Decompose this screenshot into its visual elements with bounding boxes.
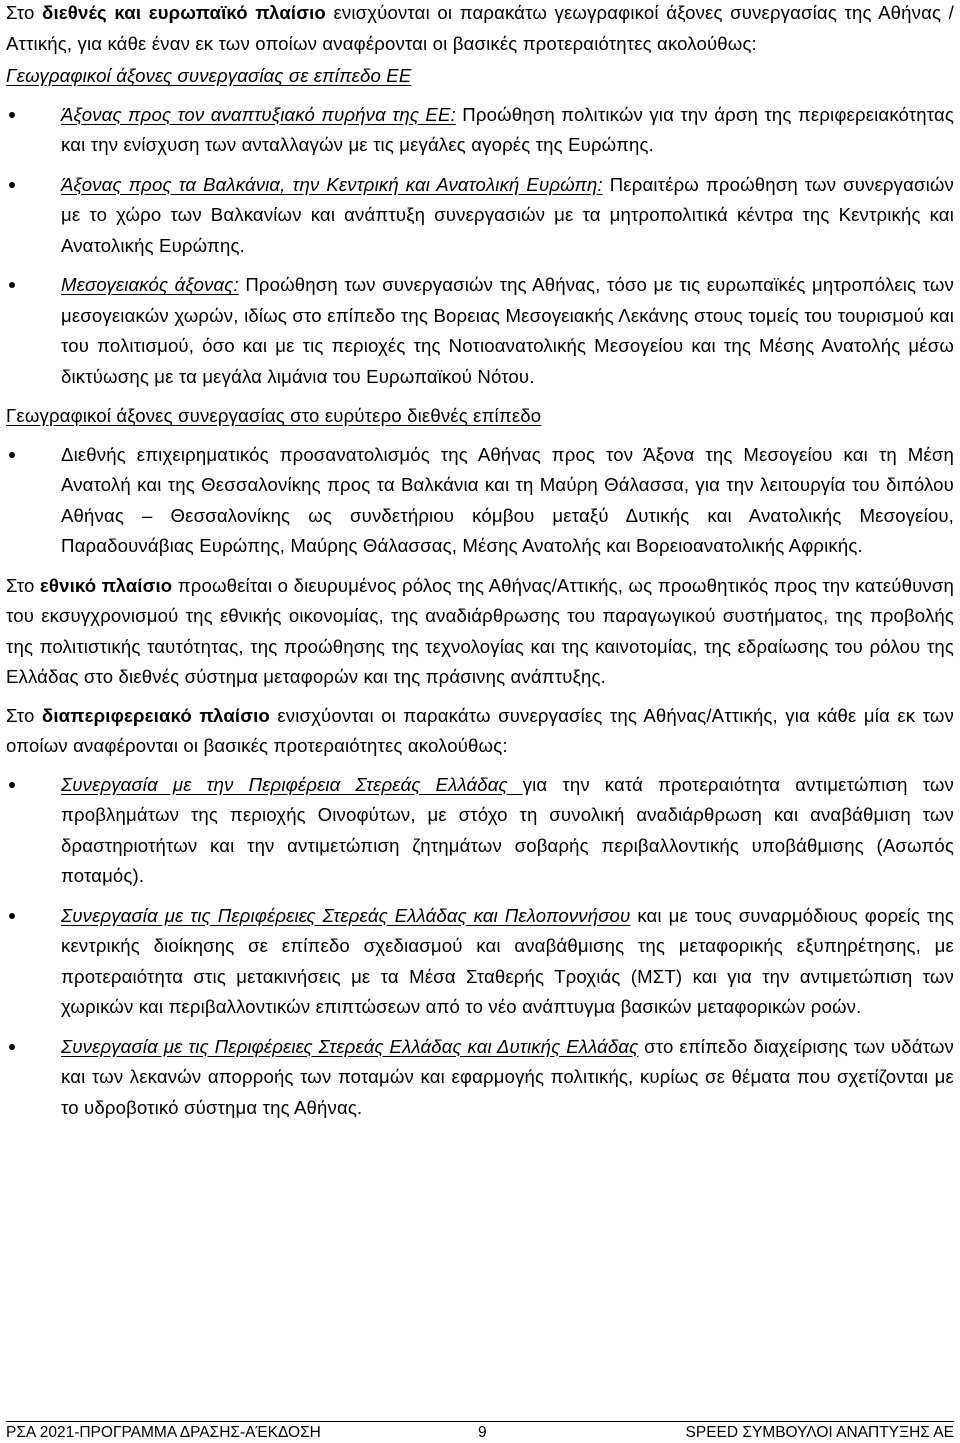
list-item xyxy=(6,770,954,892)
list-item xyxy=(6,901,954,1023)
item-text: Προώθηση των συνεργασιών της Αθήνας, τόσο με τις ευρωπαϊκές μητροπόλεις των μεσογειακών χωρών, ιδίως στο επίπεδο της Βορειας Μεσογειακής Λεκάνης στους τομείς του τουρισμού και του πολιτισμού, όσο και με τις περιοχές της Νοτιοανατολικής Μεσογείου και της Μέσης Ανατολής μέσω δικτύωσης με τα μεγάλα λιμάνια του Ευρωπαϊκού Νότου. xyxy=(61,274,954,387)
bullet-icon xyxy=(9,282,15,288)
item-lead: Μεσογειακός άξονας: xyxy=(61,274,239,295)
intro-pre: Στο xyxy=(6,2,43,23)
item-lead: Συνεργασία με τις Περιφέρειες Στερεάς Ελλάδας και Πελοποννήσου xyxy=(61,904,631,926)
eu-axes-heading: Γεωγραφικοί άξονες συνεργασίας σε επίπεδο ΕΕ xyxy=(6,65,412,86)
page-number: 9 xyxy=(478,1424,487,1441)
national-pre: Στο xyxy=(6,574,40,596)
bullet-icon xyxy=(9,913,15,919)
interregional-post: ενισχύονται οι παρακάτω συνεργασίες της Αθήνας/Αττικής, για κάθε μία εκ των οποίων αναφέρονται οι βασικές προτεραιότητες ακολούθως: xyxy=(6,704,954,756)
item-lead: Συνεργασία με την Περιφέρεια Στερεάς Ελλάδας xyxy=(61,773,523,795)
eu-axes-list xyxy=(6,100,954,393)
list-item xyxy=(6,170,954,262)
bullet-icon xyxy=(9,452,15,458)
interregional-paragraph xyxy=(6,701,954,762)
intro-paragraph xyxy=(6,0,954,59)
bullet-icon xyxy=(9,182,15,188)
list-item xyxy=(6,440,954,562)
bullet-icon xyxy=(9,112,15,118)
item-text: και με τους συναρμόδιους φορείς της κεντρικής διοίκησης σε επίπεδο σχεδιασμού και αναβάθμισης της μεταφορικής εξυπηρέτησης, με προτεραιότητα στις μετακινήσεις με τα Μέσα Σταθερής Τροχιάς (ΜΣΤ) και για την αντιμετώπιση των χωρικών και περιβαλλοντικών επιπτώσεων από το νέο ανάπτυγμα βασικών μεταφορικών ροών. xyxy=(61,904,954,1017)
item-lead: Συνεργασία με τις Περιφέρειες Στερεάς Ελλάδας και Δυτικής Ελλάδας xyxy=(61,1035,639,1057)
list-item xyxy=(6,270,954,392)
item-text: Διεθνής επιχειρηματικός προσανατολισμός της Αθήνας προς τον Άξονα της Μεσογείου και τη Μέση Ανατολή και της Θεσσαλονίκης προς τα Βαλκάνια και τη Μαύρη Θάλασσα, για την λειτουργία του διπόλου Αθήνας – Θεσσαλονίκης ως συνδετήριου κόμβου μεταξύ Δυτικής και Ανατολικής Μεσογείου, Παραδουνάβιας Ευρώπης, Μαύρης Θάλασσας, Μέσης Ανατολής και Βορειοανατολικής Αφρικής. xyxy=(61,443,954,556)
item-lead: Άξονας προς τον αναπτυξιακό πυρήνα της ΕΕ: xyxy=(61,103,456,125)
national-post: προωθείται ο διευρυμένος ρόλος της Αθήνας/Αττικής, ως προωθητικός προς την κατεύθυνση του εκσυγχρονισμού της εθνικής οικονομίας, της αναδιάρθρωσης του παραγωγικού συστήματος, της προβολής της πολιτιστικής ταυτότητας, της προώθησης της τεχνολογίας και της καινοτομίας, της εδραίωσης του ρόλου της Ελλάδας στο διεθνές σύστημα μεταφορών και της πράσινης ανάπτυξης. xyxy=(6,574,954,687)
footer-right: SPEED ΣΥΜΒΟΥΛΟΙ ΑΝΑΠΤΥΞΗΣ ΑΕ xyxy=(685,1424,954,1441)
bullet-icon xyxy=(9,782,15,788)
list-item xyxy=(6,1032,954,1124)
interregional-list xyxy=(6,770,954,1124)
intro-bold: διεθνές και ευρωπαϊκό πλαίσιο xyxy=(42,2,326,23)
national-paragraph xyxy=(6,571,954,693)
intro-post: ενισχύονται οι παρακάτω γεωγραφικοί άξονες συνεργασίας της Αθήνας / Αττικής, για κάθε έναν εκ των οποίων αναφέρονται οι βασικές προτεραιότητες ακολούθως: xyxy=(6,2,954,54)
item-text: Περαιτέρω προώθηση των συνεργασιών με το χώρο των Βαλκανίων και ανάπτυξη συνεργασιών με τα μητροπολιτικά κέντρα της Κεντρικής και Ανατολικής Ευρώπης. xyxy=(61,173,954,256)
interregional-pre: Στο xyxy=(6,704,42,726)
national-bold: εθνικό πλαίσιο xyxy=(39,574,173,596)
page-footer xyxy=(6,1421,954,1443)
list-item xyxy=(6,100,954,161)
intl-axes-heading: Γεωγραφικοί άξονες συνεργασίας στο ευρύτερο διεθνές επίπεδο xyxy=(6,405,542,426)
intl-axes-list xyxy=(6,440,954,562)
item-text: στο επίπεδο διαχείρισης των υδάτων και των λεκανών απορροής των ποταμών και εφαρμογής πολιτικής, κυρίως σε θέματα που σχετίζονται με το υδροβοτικό σύστημα της Αθήνας. xyxy=(61,1035,954,1118)
item-lead: Άξονας προς τα Βαλκάνια, την Κεντρική και Ανατολική Ευρώπη: xyxy=(61,173,603,195)
bullet-icon xyxy=(9,1044,15,1050)
document-body xyxy=(6,0,954,1132)
item-text: για την κατά προτεραιότητα αντιμετώπιση των προβλημάτων της περιοχής Οινοφύτων, με στόχο τη συνολική αναδιάρθρωση και αναβάθμιση των δραστηριοτήτων και την αντιμετώπιση ζητημάτων σοβαρής περιβαλλοντικής υποβάθμισης (Ασωπός ποταμός). xyxy=(61,773,954,886)
interregional-bold: διαπεριφερειακό πλαίσιο xyxy=(41,704,270,726)
item-text: Προώθηση πολιτικών για την άρση της περιφερειακότητας και την ενίσχυση των ανταλλαγών με τις μεγάλες αγορές της Ευρώπης. xyxy=(61,103,954,155)
footer-left: ΡΣΑ 2021-ΠΡΟΓΡΑΜΜΑ ΔΡΑΣΗΣ-ΑΈΚΔΟΣΗ xyxy=(6,1424,321,1441)
